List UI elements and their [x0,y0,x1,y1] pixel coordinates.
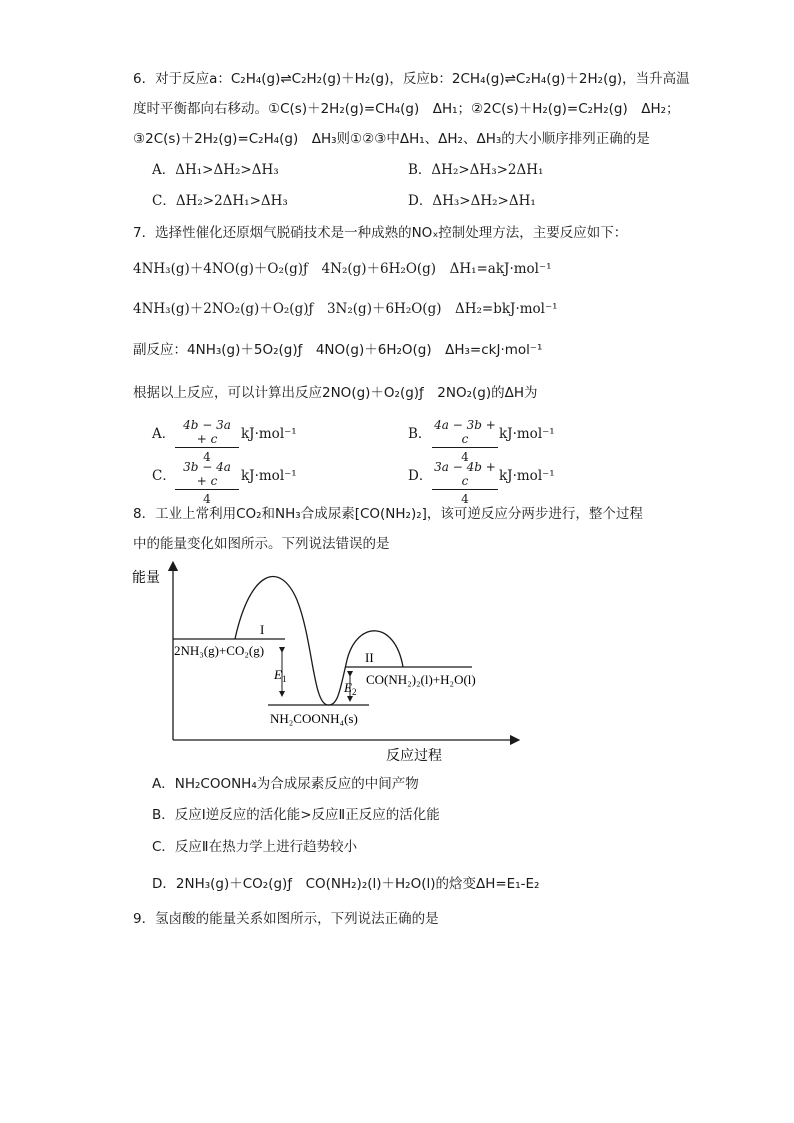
q7-option-a-label: A． [152,426,176,442]
y-axis-label: 能量 [132,571,160,586]
q7-option-c-label: C． [152,468,176,484]
q7-option-d-fraction [432,460,498,506]
q8-option-a: A．NH₂COONH₄为合成尿素反应的中间产物 [152,776,419,792]
q6-stem-line2: 度时平衡都向右移动。①C(s)＋2H₂(g)=CH₄(g) ΔH₁；②2C(s)＋H₂(g)=C₂H₂(g) ΔH₂； [133,101,680,117]
q7-stem: 7．选择性催化还原烟气脱硝技术是一种成熟的NOₓ控制处理方法，主要反应如下： [133,225,628,241]
q7-option-c-fraction [175,460,239,506]
q7-option-b-denominator: 4 [461,450,469,464]
q7-question: 根据以上反应，可以计算出反应2NO(g)＋O₂(g)ƒ 2NO₂(g)的ΔH为 [133,385,538,401]
q7-equation-1: 4NH₃(g)＋4NO(g)＋O₂(g)ƒ 4N₂(g)＋6H₂O(g) ΔH₁=akJ·mol⁻¹ [133,261,552,277]
q6-option-c: C．ΔH₂>2ΔH₁>ΔH₃ [152,193,288,209]
q7-option-b-label: B． [408,426,432,442]
q7-equation-2: 4NH₃(g)＋2NO₂(g)＋O₂(g)ƒ 3N₂(g)＋6H₂O(g) ΔH₂=bkJ·mol⁻¹ [133,301,558,317]
q6-option-b: B．ΔH₂>ΔH₃>2ΔH₁ [408,162,544,178]
q7-option-b-unit: kJ·mol⁻¹ [499,426,555,442]
q6-option-d: D．ΔH₃>ΔH₂>ΔH₁ [408,193,536,209]
step-2-label: II [365,650,374,665]
q6-stem-line1: 6．对于反应a：C₂H₄(g)⇌C₂H₂(g)＋H₂(g)，反应b：2CH₄(g)⇌C₂H₄(g)＋2H₂(g)，当升高温 [133,71,690,87]
q8-option-d: D．2NH₃(g)＋CO₂(g)ƒ CO(NH₂)₂(l)＋H₂O(l)的焓变ΔH=E₁-E₂ [152,876,540,892]
e2-label: $E_2$ [344,680,357,697]
x-axis-label: 反应过程 [386,749,442,764]
q7-option-c-unit: kJ·mol⁻¹ [241,468,297,484]
q7-option-c-numerator: 3b − 4a + c [175,460,239,490]
intermediate-label: NH₂COONH₄(s) [270,711,358,726]
energy-diagram [125,560,525,770]
q7-option-c-denominator: 4 [203,492,211,506]
q7-option-d-numerator: 3a − 4b + c [432,460,498,490]
q7-option-a-fraction [175,418,239,464]
q7-option-a-numerator: 4b − 3a + c [175,418,239,448]
q8-option-b: B．反应Ⅰ逆反应的活化能>反应Ⅱ正反应的活化能 [152,807,440,823]
q7-option-d-unit: kJ·mol⁻¹ [499,468,555,484]
q7-equation-3: 副反应：4NH₃(g)＋5O₂(g)ƒ 4NO(g)＋6H₂O(g) ΔH₃=ckJ·mol⁻¹ [133,342,543,358]
q7-option-a-denominator: 4 [203,450,211,464]
q6-stem-line3: ③2C(s)＋2H₂(g)=C₂H₄(g) ΔH₃则①②③中ΔH₁、ΔH₂、ΔH₃的大小顺序排列正确的是 [133,131,650,147]
q7-option-d-denominator: 4 [461,492,469,506]
q7-option-d-label: D． [408,468,433,484]
e1-label: $E_1$ [274,667,287,684]
products-label: CO(NH₂)₂(l)+H₂O(l) [366,672,476,687]
q8-stem-line2: 中的能量变化如图所示。下列说法错误的是 [133,536,390,552]
q6-option-a: A．ΔH₁>ΔH₂>ΔH₃ [152,162,279,178]
q7-option-a-unit: kJ·mol⁻¹ [241,426,297,442]
reactants-label: 2NH₃(g)+CO₂(g) [174,643,265,658]
q7-option-b-numerator: 4a − 3b + c [432,418,498,448]
q8-stem-line1: 8．工业上常利用CO₂和NH₃合成尿素[CO(NH₂)₂]，该可逆反应分两步进行，整个过程 [133,506,643,522]
q7-option-b-fraction [432,418,498,464]
q9-stem: 9．氢卤酸的能量关系如图所示，下列说法正确的是 [133,911,439,927]
q8-option-c: C．反应Ⅱ在热力学上进行趋势较小 [152,839,358,855]
step-1-label: I [260,622,265,637]
